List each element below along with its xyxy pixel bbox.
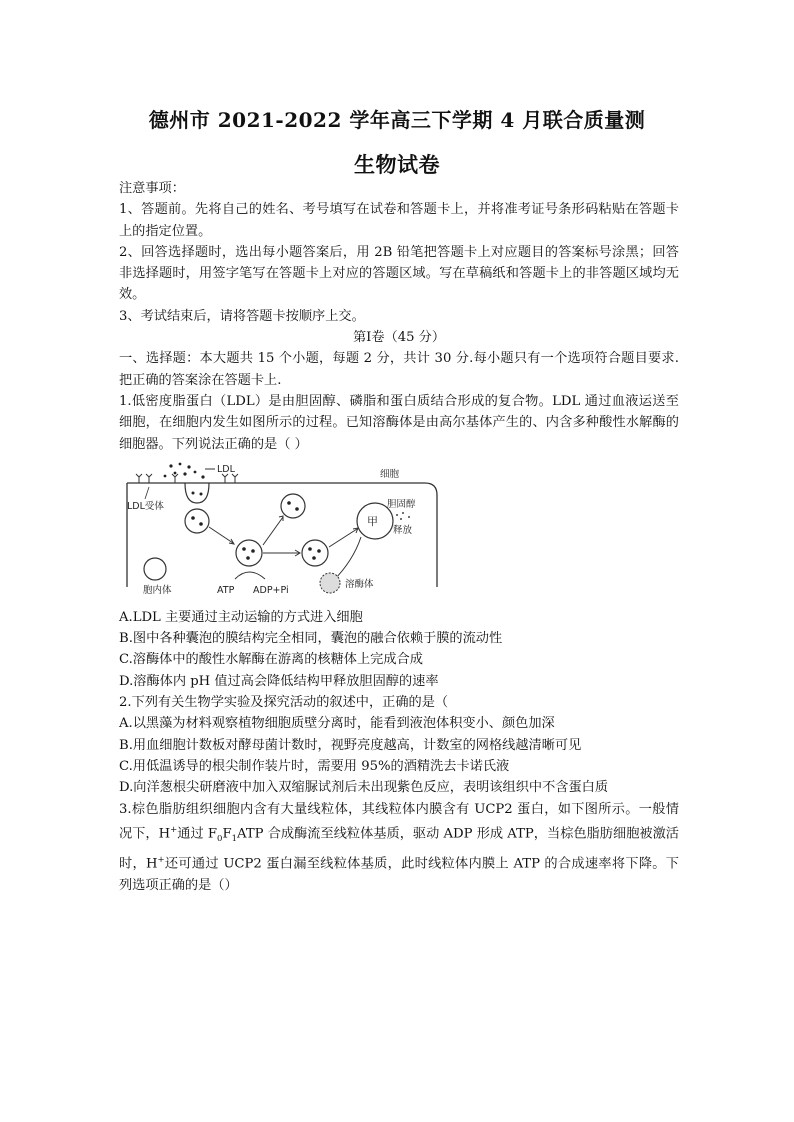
q2-option-a: A.以黑藻为材料观察植物细胞质壁分离时，能看到液泡体积变小、颜色加深 — [119, 716, 555, 732]
ldl-particles — [164, 462, 205, 478]
exam-title: 德州市 2021-2022 学年高三下学期 4 月联合质量测 — [148, 108, 646, 132]
notice-heading: 注意事项： — [119, 181, 185, 196]
q1-option-a: A.LDL 主要通过主动运输的方式进入细胞 — [119, 609, 363, 625]
cell-label: 细胞 — [380, 468, 400, 480]
exam-subtitle: 生物试卷 — [354, 152, 440, 177]
q1-option-c: C.溶酶体中的酸性水解酶在游离的核糖体上完成合成 — [119, 652, 423, 668]
endosome-shape — [144, 558, 166, 580]
notice-item: 2、回答选择题时，选出每小题答案后，用 2B 铅笔把答题卡上对应题目的答案标号涂黑；回答非选择题时，用签字笔写在答题卡上对应的答题区域。写在草稿纸和答题卡上的非答题区域均无效。 — [119, 244, 679, 303]
q2-stem: 2.下列有关生物学实验及探究活动的叙述中，正确的是（ — [119, 695, 449, 711]
notice-item: 3、考试结束后，请将答题卡按顺序上交。 — [119, 308, 365, 324]
cholesterol-label: 胆固醇 — [387, 498, 416, 510]
q3-stem: 3.棕色脂肪组织细胞内含有大量线粒体，其线粒体内膜含有 UCP2 蛋白，如下图所示。一般情况下，H+通过 $F_0F_1ATP$ 合成酶流至线粒体基质，驱动 ADP 形成 ATP，当棕色脂肪细胞被激活时，H+还可通过 UCP2 蛋白漏至线粒体基质，此时线粒体内膜上 ATP 的合成速率将下降。下列选项正确的是（） — [119, 801, 679, 893]
ldl-receptor-label: LDL受体 — [127, 500, 164, 512]
section-instruction: 一、选择题：本大题共 15 个小题，每题 2 分，共计 30 分.每小题只有一个选项符合题目要求.把正确的答案涂在答题卡上. — [119, 351, 679, 388]
q1-option-d: D.溶酶体内 pH 值过高会降低结构甲释放胆固醇的速率 — [119, 673, 439, 689]
ldl-diagram — [125, 461, 445, 601]
cholesterol-dots — [396, 512, 410, 520]
ldl-endocytosis-figure — [125, 461, 445, 601]
section-label: 第Ⅰ卷（45 分） — [352, 330, 446, 346]
coated-pit — [185, 483, 209, 503]
process-arrows — [209, 516, 361, 581]
q1-stem: 1.低密度脂蛋白（LDL）是由胆固醇、磷脂和蛋白质结合形成的复合物。LDL 通过血液运送至细胞，在细胞内发生如图所示的过程。已知溶酶体是由高尔基体产生的、内含多种酸性水解酶的细胞器。下列说法正确的是（ ） — [119, 393, 679, 452]
q1-option-b: B.图中各种囊泡的膜结构完全相同，囊泡的融合依赖于膜的流动性 — [119, 631, 503, 647]
lysosome-label: 溶酶体 — [345, 578, 374, 590]
adp-label: ADP+Pi — [253, 584, 289, 596]
release-label: 释放 — [393, 524, 413, 536]
q2-option-b: B.用血细胞计数板对酵母菌计数时，视野亮度越高，计数室的网格线越清晰可见 — [119, 737, 582, 753]
structure-jia-label: 甲 — [367, 514, 378, 528]
vesicle-contents — [191, 501, 321, 560]
exam-body — [119, 178, 679, 896]
notice-item: 1、答题前。先将自己的姓名、考号填写在试卷和答题卡上，并将准考证号条形码粘贴在答题卡上的指定位置。 — [119, 202, 679, 239]
atp-label: ATP — [217, 584, 235, 596]
ldl-receptors — [136, 474, 238, 483]
q2-option-c: C.用低温诱导的根尖制作装片时，需要用 95%的酒精洗去卡诺氏液 — [119, 758, 510, 774]
endosome-label: 胞内体 — [143, 584, 172, 596]
ldl-label: LDL — [217, 463, 235, 475]
lysosome-shape — [320, 573, 340, 593]
q2-option-d: D.向洋葱根尖研磨液中加入双缩脲试剂后未出现紫色反应，表明该组织中不含蛋白质 — [119, 780, 609, 796]
